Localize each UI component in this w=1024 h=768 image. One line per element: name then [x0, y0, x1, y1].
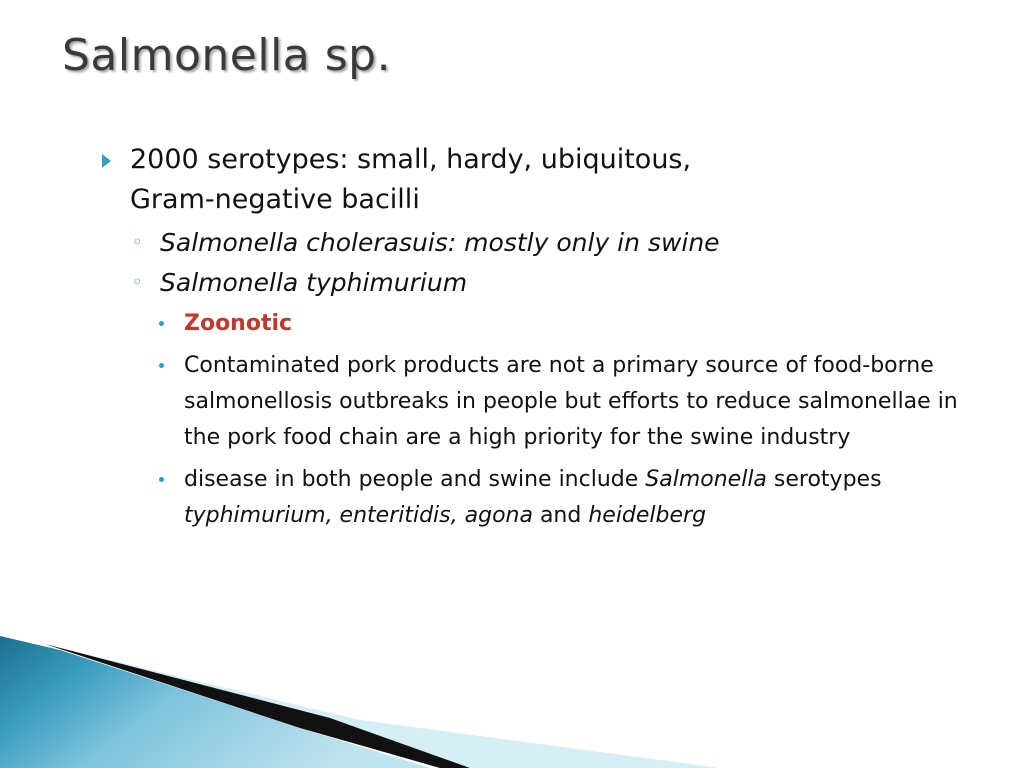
item-disease-mid: serotypes	[766, 467, 882, 492]
triangle-bullet-icon	[102, 154, 111, 168]
swoosh-blue-band	[0, 636, 430, 768]
item-zoonotic-text: Zoonotic	[184, 311, 293, 336]
bullet-serotypes-line2: Gram-negative bacilli	[130, 184, 420, 215]
dot-bullet-icon	[159, 321, 164, 326]
circle-bullet-icon: ◦	[132, 272, 143, 293]
item-pork-products	[155, 348, 960, 456]
sub-bullet-cholerasuis-text: Salmonella cholerasuis: mostly only in swine	[160, 228, 720, 257]
item-zoonotic	[155, 306, 960, 342]
sub-bullet-typhimurium-text: Salmonella typhimurium	[160, 268, 468, 297]
circle-bullet-icon: ◦	[132, 232, 143, 253]
slide-body	[100, 140, 960, 534]
item-disease-types: typhimurium, enteritidis, agona	[184, 503, 533, 528]
sub-bullet-typhimurium	[130, 266, 960, 300]
item-disease-lead: disease in both people and swine include	[184, 467, 646, 492]
sub-bullet-cholerasuis	[130, 226, 960, 260]
dot-bullet-icon	[159, 477, 164, 482]
item-disease-last: heidelberg	[588, 503, 707, 528]
decorative-swoosh	[0, 628, 1024, 768]
bullet-serotypes	[100, 140, 960, 220]
item-pork-products-text: Contaminated pork products are not a primary source of food-borne salmonellosis outbreaks in people but efforts to reduce salmonellae in the pork food chain are a high priority for the swine industry	[184, 353, 958, 450]
bullet-serotypes-line1: 2000 serotypes: small, hardy, ubiquitous,	[130, 144, 692, 175]
item-disease	[155, 462, 960, 534]
slide-title: Salmonella sp.	[62, 30, 392, 81]
item-disease-and: and	[532, 503, 589, 528]
item-disease-genus: Salmonella	[645, 467, 767, 492]
dot-bullet-icon	[159, 363, 164, 368]
